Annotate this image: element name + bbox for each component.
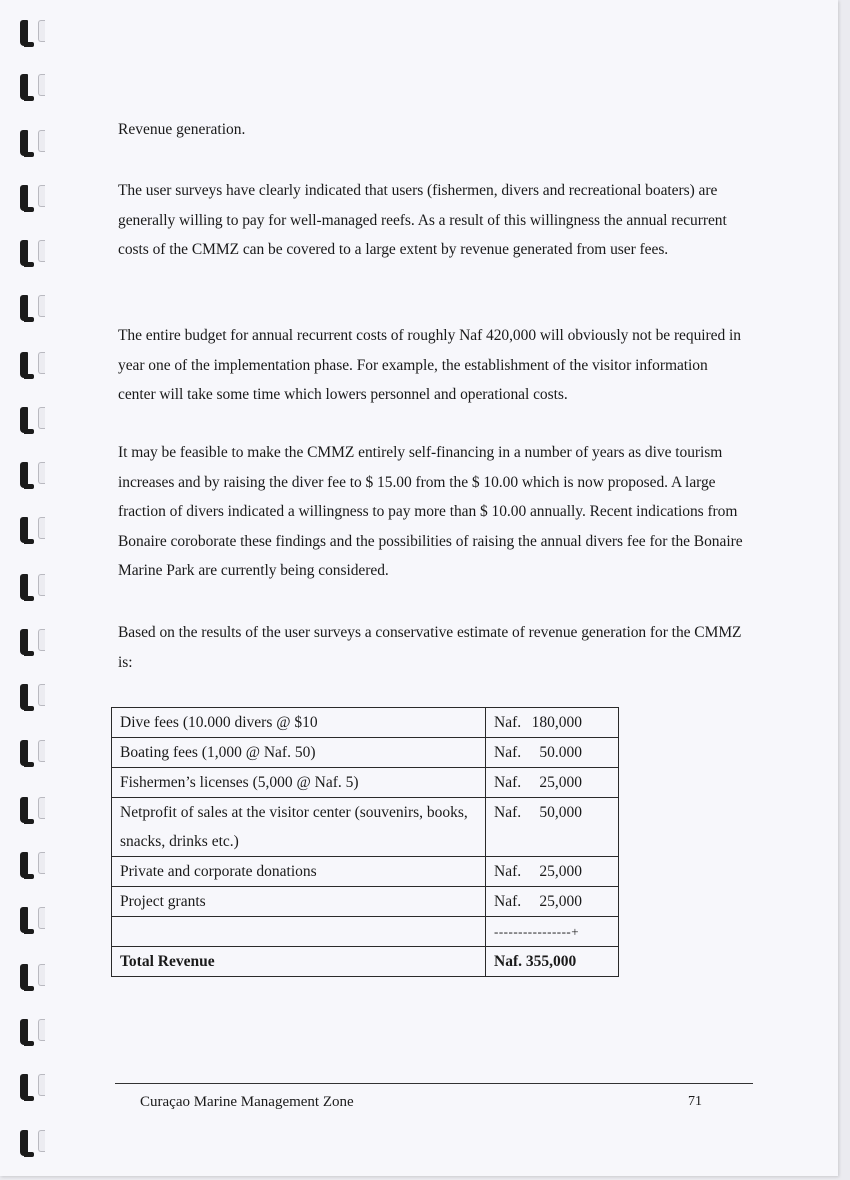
punch-hole	[38, 1019, 45, 1041]
punch-hole	[38, 407, 45, 429]
sum-separator: ----------------+	[486, 917, 619, 947]
punch-hole	[38, 797, 45, 819]
binding-ring	[14, 293, 38, 323]
punch-hole	[38, 964, 45, 986]
currency-label: Naf.	[494, 863, 522, 880]
row-amount	[486, 857, 619, 887]
punch-hole	[38, 20, 45, 42]
punch-hole	[38, 240, 45, 262]
binding-ring	[14, 183, 38, 213]
punch-hole	[38, 574, 45, 596]
binding-ring	[14, 738, 38, 768]
paragraph-user-surveys: The user surveys have clearly indicated that users (fishermen, divers and recreational boaters) are generally willing to pay for well-managed reefs. As a result of this willingness the annual recurrent costs of the CMMZ can be covered to a large extent by revenue generated from user fees.	[118, 182, 727, 258]
total-label: Total Revenue	[112, 947, 486, 977]
row-label: Dive fees (10.000 divers @ $10	[112, 708, 486, 738]
binding-ring	[14, 238, 38, 268]
row-label: Boating fees (1,000 @ Naf. 50)	[112, 738, 486, 768]
row-label: Netprofit of sales at the visitor center (souvenirs, books, snacks, drinks etc.)	[112, 798, 486, 857]
punch-hole	[38, 1074, 45, 1096]
binding-ring	[14, 627, 38, 657]
binding-ring	[14, 515, 38, 545]
total-value: Naf. 355,000	[486, 947, 619, 977]
punch-hole	[38, 684, 45, 706]
binding-ring	[14, 1017, 38, 1047]
binding-ring	[14, 1128, 38, 1158]
revenue-table	[111, 707, 619, 977]
table-row	[112, 708, 619, 738]
binding-ring	[14, 72, 38, 102]
row-amount	[486, 708, 619, 738]
binding-ring	[14, 795, 38, 825]
table-row	[112, 857, 619, 887]
punch-hole	[38, 852, 45, 874]
table-row	[112, 887, 619, 917]
row-amount	[486, 887, 619, 917]
currency-label: Naf.	[494, 804, 522, 821]
heading-text: Revenue generation.	[118, 121, 246, 138]
paragraph-budget: The entire budget for annual recurrent costs of roughly Naf 420,000 will obviously not be required in year one of the implementation phase. For example, the establishment of the visitor information center will take some time which lowers personnel and operational costs.	[118, 327, 741, 403]
amount-value: 180,000	[531, 714, 582, 731]
row-amount	[486, 798, 619, 857]
row-label: Fishermen’s licenses (5,000 @ Naf. 5)	[112, 768, 486, 798]
binding-ring	[14, 18, 38, 48]
punch-hole	[38, 907, 45, 929]
table-row	[112, 798, 619, 857]
binding-rings	[14, 0, 54, 1180]
binding-ring	[14, 850, 38, 880]
punch-hole	[38, 629, 45, 651]
row-amount	[486, 768, 619, 798]
binding-ring	[14, 128, 38, 158]
page-number: 71	[688, 1094, 702, 1109]
punch-hole	[38, 740, 45, 762]
currency-label: Naf.	[494, 714, 522, 731]
punch-hole	[38, 130, 45, 152]
table-row-separator	[112, 917, 619, 947]
section-heading	[118, 118, 746, 142]
punch-hole	[38, 517, 45, 539]
binding-ring	[14, 460, 38, 490]
punch-hole	[38, 352, 45, 374]
row-label: Project grants	[112, 887, 486, 917]
footer-rule	[115, 1083, 753, 1084]
row-amount	[486, 738, 619, 768]
row-label: Private and corporate donations	[112, 857, 486, 887]
currency-label: Naf.	[494, 774, 522, 791]
table-row	[112, 768, 619, 798]
punch-hole	[38, 1130, 45, 1152]
binding-ring	[14, 682, 38, 712]
punch-hole	[38, 462, 45, 484]
page-content	[118, 118, 746, 671]
amount-value: 50.000	[539, 744, 582, 761]
punch-hole	[38, 295, 45, 317]
amount-value: 25,000	[539, 893, 582, 910]
binding-ring	[14, 572, 38, 602]
footer-title: Curaçao Marine Management Zone	[140, 1094, 354, 1110]
binding-ring	[14, 405, 38, 435]
table-row-total	[112, 947, 619, 977]
binding-ring	[14, 350, 38, 380]
empty-cell	[112, 917, 486, 947]
binding-ring	[14, 905, 38, 935]
currency-label: Naf.	[494, 893, 522, 910]
amount-value: 50,000	[539, 804, 582, 821]
punch-hole	[38, 74, 45, 96]
amount-value: 25,000	[539, 863, 582, 880]
paragraph-self-financing: It may be feasible to make the CMMZ entirely self-financing in a number of years as dive tourism increases and by raising the diver fee to $ 15.00 from the $ 10.00 which is now proposed. A large fraction of divers indicated a willingness to pay more than $ 10.00 annually. Recent indications from Bonaire coroborate these findings and the possibilities of raising the annual divers fee for the Bonaire Marine Park are currently being considered.	[118, 444, 743, 579]
binding-ring	[14, 962, 38, 992]
table-row	[112, 738, 619, 768]
paragraph-estimate-intro: Based on the results of the user surveys a conservative estimate of revenue generation for the CMMZ is:	[118, 624, 742, 671]
punch-hole	[38, 185, 45, 207]
binding-ring	[14, 1072, 38, 1102]
currency-label: Naf.	[494, 744, 522, 761]
amount-value: 25,000	[539, 774, 582, 791]
